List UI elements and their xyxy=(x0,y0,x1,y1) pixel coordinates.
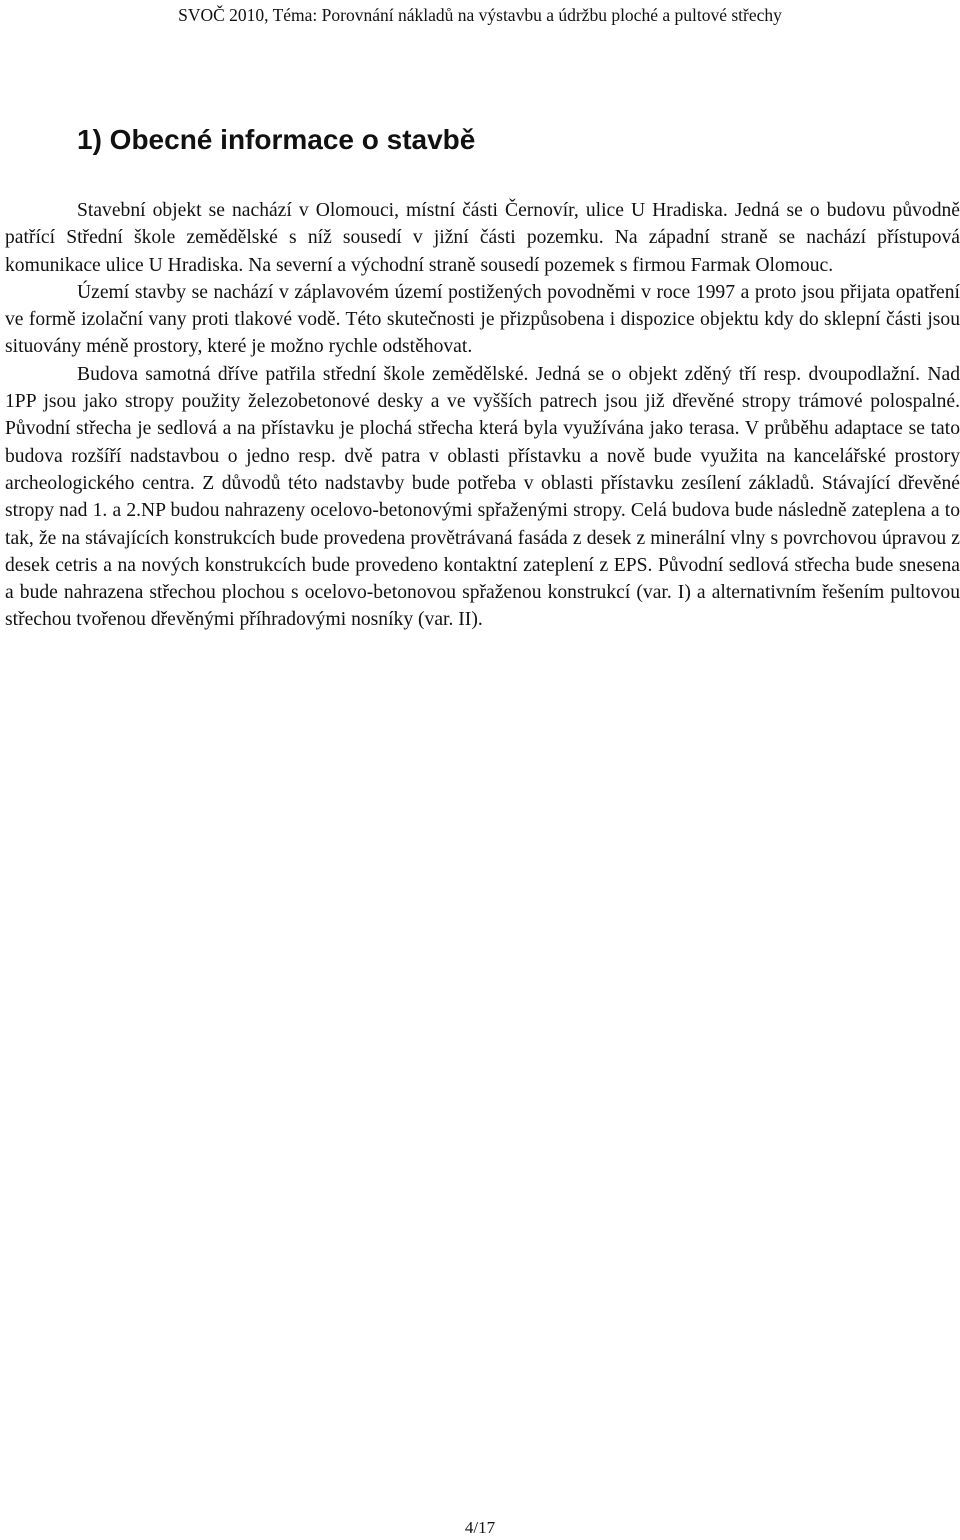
paragraph-flood-zone: Území stavby se nachází v záplavovém území postižených povodněmi v roce 1997 a proto jsou přijata opatření ve formě izolační vany proti tlakové vodě. Této skutečnosti je přizpůsobena i dispozice objektu kdy do sklepní části jsou situovány méně prostory, které je možno rychle odstěhovat. xyxy=(5,281,960,358)
paragraph-location: Stavební objekt se nachází v Olomouci, místní části Černovír, ulice U Hradiska. Jedná se o budovu původně patřící Střední škole zemědělské s níž sousedí v jižní části pozemku. Na západní straně se nachází přístupová komunikace ulice U Hradiska. Na severní a východní straně sousedí pozemek s firmou Farmak Olomouc. xyxy=(5,200,960,276)
paragraph-building: Budova samotná dříve patřila střední škole zemědělské. Jedná se o objekt zděný tří resp. dvoupodlažní. Nad 1PP jsou jako stropy použity železobetonové desky a ve vyšších patrech jsou již dřevěné stropy trámové polospalné. Původní střecha je sedlová a na přístavku je plochá střecha která byla využívána jako terasa. V průběhu adaptace se tato budova rozšíří nadstavbou o jedno resp. dvě patra v oblasti přístavku a nově bude využita na kancelářské prostory archeologického centra. Z důvodů této nadstavby bude potřeba v oblasti přístavku zesílení základů. Stávající dřevěné stropy nad 1. a 2.NP budou nahrazeny ocelovo-betonovými spřaženými stropy. Celá budova bude následně zateplena a to tak, že na stávajících konstrukcích bude provedena provětrávaná fasáda z desek z minerální vlny s povrchovou úpravou z desek cetris a na nových konstrukcích bude provedeno kontaktní zateplení z EPS. Původní sedlová střecha bude snesena a bude nahrazena střechou plochou s ocelovo-betonovou spřaženou konstrukcí (var. I) a alternativním řešením pultovou střechou tvořenou dřevěnými příhradovými nosníky (var. II). xyxy=(5,363,960,631)
section-heading: 1) Obecné informace o stavbě xyxy=(77,124,476,155)
page-number: 4/17 xyxy=(464,1518,496,1537)
running-header: SVOČ 2010, Téma: Porovnání nákladů na výstavbu a údržbu ploché a pultové střechy xyxy=(178,5,782,25)
body-text xyxy=(5,197,960,634)
